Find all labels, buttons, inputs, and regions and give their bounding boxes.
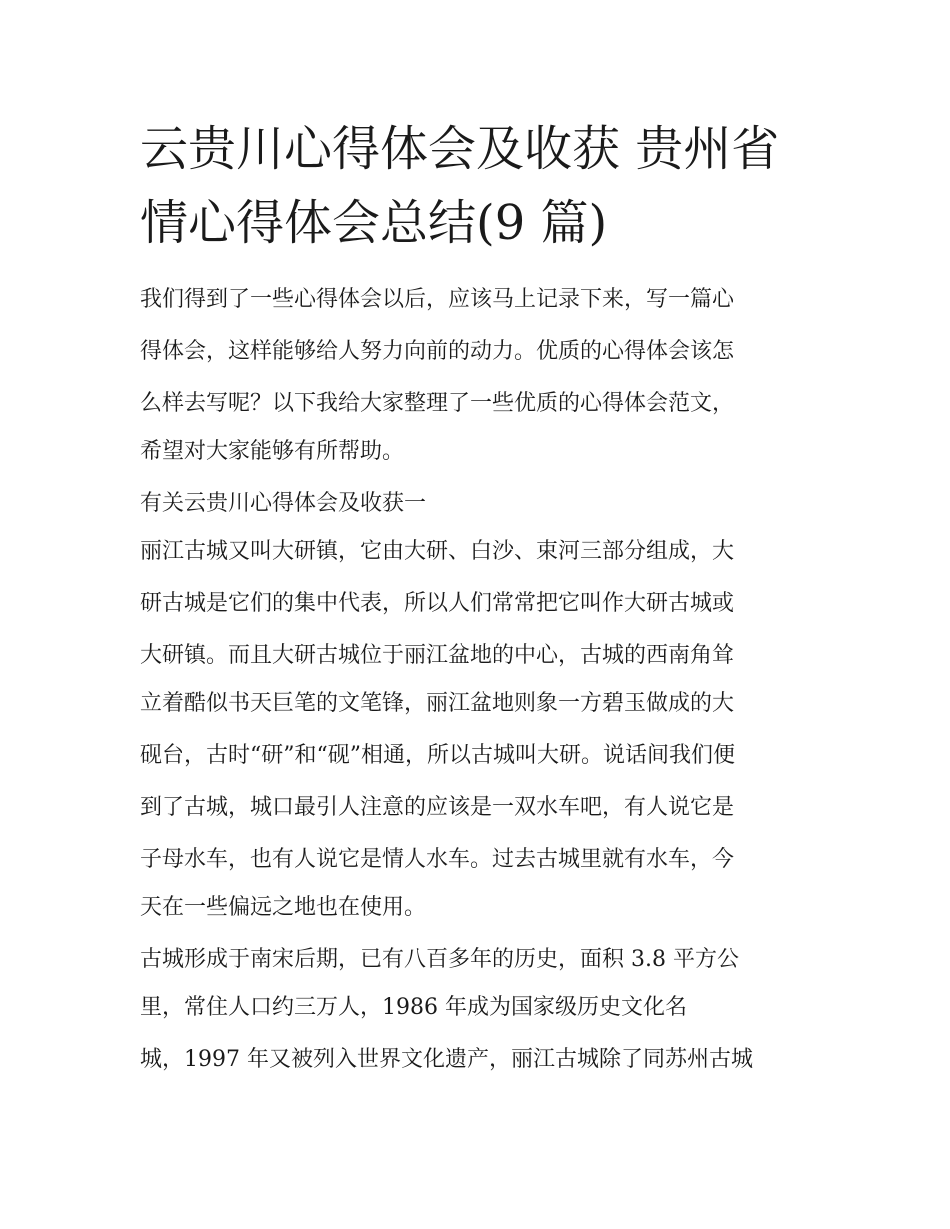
- document-title-line-1: 云贵川心得体会及收获 贵州省: [140, 121, 780, 177]
- paragraph-line: 里，常住人口约三万人，1986 年成为国家级历史文化名: [140, 995, 687, 1020]
- paragraph-line: 天在一些偏远之地也在使用。: [140, 895, 427, 920]
- paragraph-line: 子母水车，也有人说它是情人水车。过去古城里就有水车，今: [140, 847, 735, 872]
- intro-line: 得体会，这样能够给人努力向前的动力。优质的心得体会该怎: [140, 339, 735, 364]
- paragraph-line: 研古城是它们的集中代表，所以人们常常把它叫作大研古城或: [140, 591, 735, 616]
- section-heading: 有关云贵川心得体会及收获一: [140, 491, 427, 516]
- paragraph-line: 立着酷似书天巨笔的文笔锋，丽江盆地则象一方碧玉做成的大: [140, 691, 735, 716]
- intro-line: 么样去写呢？以下我给大家整理了一些优质的心得体会范文，: [140, 391, 735, 416]
- paragraph-line: 到了古城，城口最引人注意的应该是一双水车吧，有人说它是: [140, 795, 735, 820]
- paragraph-line: 城，1997 年又被列入世界文化遗产，丽江古城除了同苏州古城: [140, 1047, 753, 1072]
- intro-line: 希望对大家能够有所帮助。: [140, 439, 405, 464]
- paragraph-line: 丽江古城又叫大研镇，它由大研、白沙、束河三部分组成，大: [140, 539, 735, 564]
- intro-line: 我们得到了一些心得体会以后，应该马上记录下来，写一篇心: [140, 287, 735, 312]
- paragraph-line: 砚台，古时“研”和“砚”相通，所以古城叫大研。说话间我们便: [140, 743, 735, 768]
- paragraph-line: 大研镇。而且大研古城位于丽江盆地的中心，古城的西南角耸: [140, 643, 735, 668]
- document-title-line-2: 情心得体会总结(9 篇): [140, 195, 608, 251]
- paragraph-line: 古城形成于南宋后期，已有八百多年的历史，面积 3.8 平方公: [140, 947, 739, 972]
